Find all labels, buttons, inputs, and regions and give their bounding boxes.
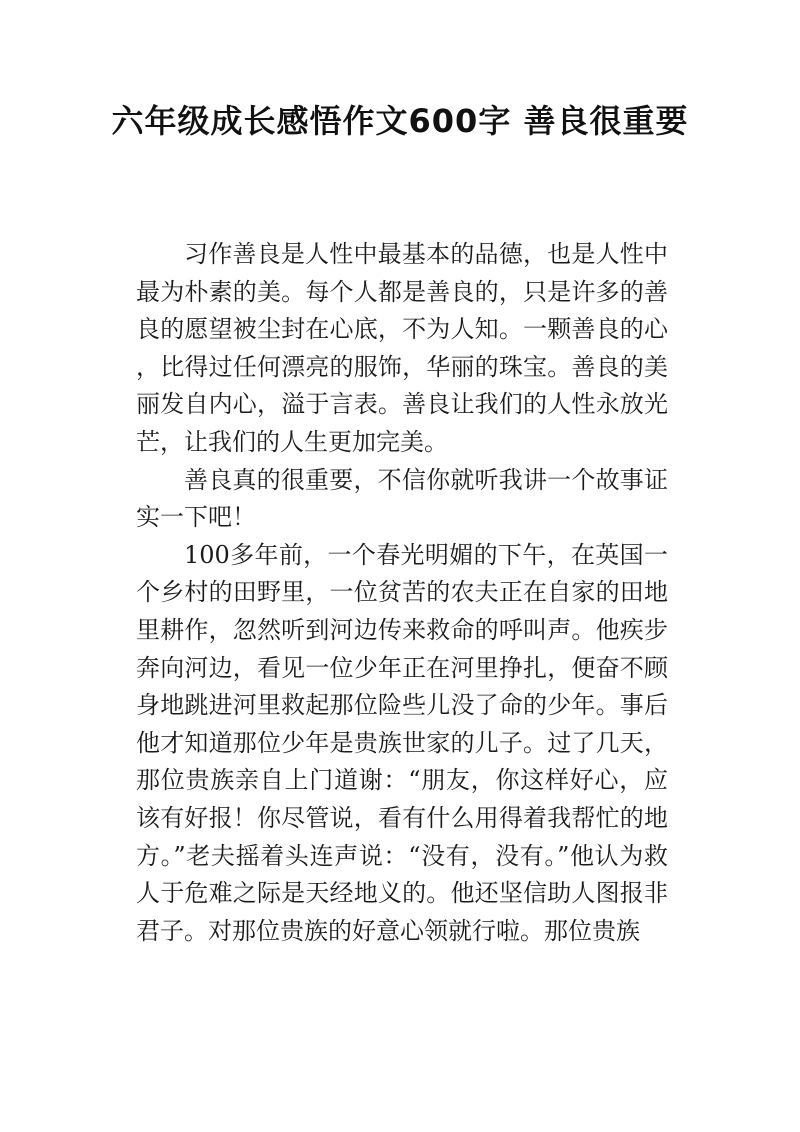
document-title: 六年级成长感悟作文600字 善良很重要 (111, 102, 689, 140)
document-body (136, 236, 668, 950)
paragraph-3: 100多年前，一个春光明媚的下午，在英国一个乡村的田野里，一位贫苦的农夫正在自家的田地里耕作，忽然听到河边传来救命的呼叫声。他疾步奔向河边，看见一位少年正在河里挣扎，便奋不顾身地跳进河里救起那位险些儿没了命的少年。事后他才知道那位少年是贵族世家的儿子。过了几天，那位贵族亲自上门道谢：“朋友，你这样好心，应该有好报！你尽管说，看有什么用得着我帮忙的地方。”老夫摇着头连声说：“没有，没有。”他认为救人于危难之际是天经地义的。他还坚信助人图报非君子。对那位贵族的好意心领就行啦。那位贵族 (136, 540, 668, 945)
paragraph-2: 善良真的很重要，不信你就听我讲一个故事证实一下吧！ (136, 465, 668, 532)
paragraph-1: 习作善良是人性中最基本的品德，也是人性中最为朴素的美。每个人都是善良的，只是许多的善良的愿望被尘封在心底，不为人知。一颗善良的心，比得过任何漂亮的服饰，华丽的珠宝。善良的美丽发自内心，溢于言表。善良让我们的人性永放光芒，让我们的人生更加完美。 (136, 240, 668, 456)
